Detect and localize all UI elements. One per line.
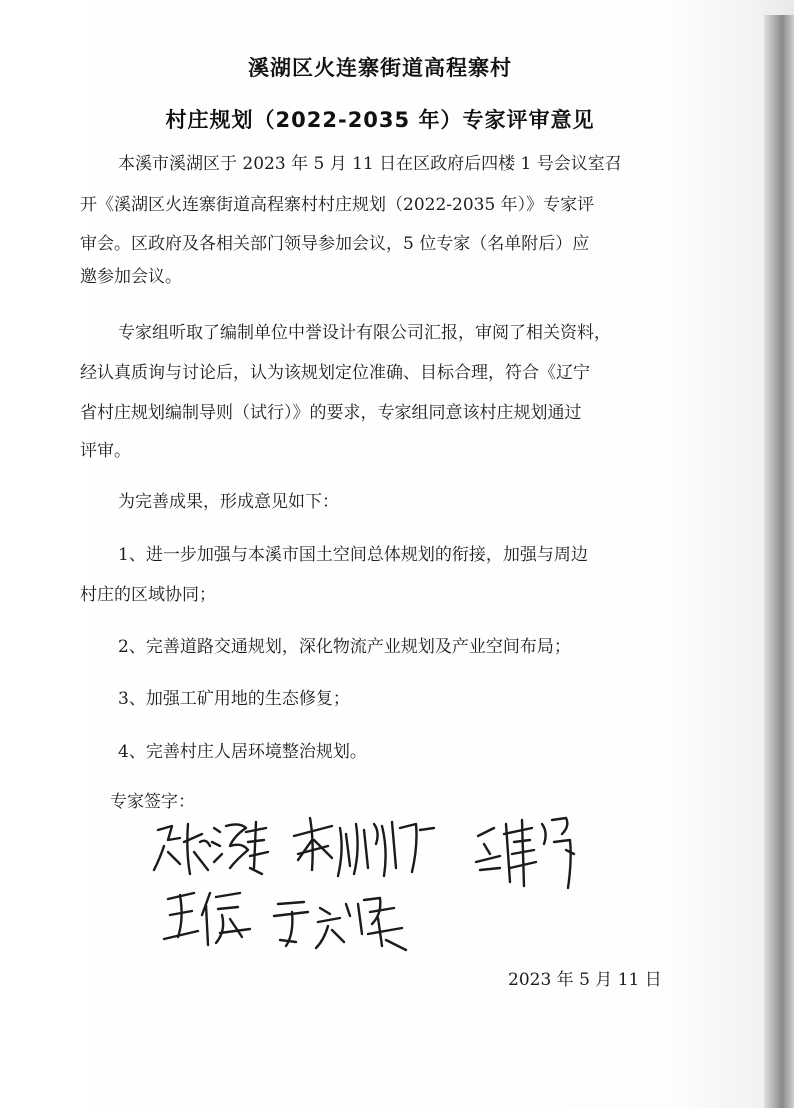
para2-line-1: 专家组听取了编制单位中誉设计有限公司汇报，审阅了相关资料， <box>118 323 611 343</box>
item-1-line-1: 1、进一步加强与本溪市国土空间总体规划的衔接，加强与周边 <box>118 545 588 565</box>
page-edge-shadow <box>764 15 794 1108</box>
document-date: 2023 年 5 月 11 日 <box>508 970 662 990</box>
signature-li <box>288 810 438 885</box>
para2-line-3: 省村庄规划编制导则（试行）》的要求，专家组同意该村庄规划通过 <box>80 403 582 423</box>
signature-label: 专家签字： <box>110 792 195 812</box>
item-2: 2、完善道路交通规划，深化物流产业规划及产业空间布局； <box>118 637 571 657</box>
signature-zhang <box>150 812 270 882</box>
signature-wang <box>160 885 260 955</box>
para1-line-3: 审会。区政府及各相关部门领导参加会议，5 位专家（名单附后）应 <box>80 234 590 254</box>
title-line-2: 村庄规划（2022-2035 年）专家评审意见 <box>165 108 595 132</box>
opinions-intro: 为完善成果，形成意见如下： <box>118 492 339 512</box>
title-line-1: 溪湖区火连寨街道高程寨村 <box>248 56 512 80</box>
para1-line-2: 开《溪湖区火连寨街道高程寨村村庄规划（2022-2035 年）》专家评 <box>80 195 595 215</box>
item-1-line-2: 村庄的区域协同； <box>80 585 216 605</box>
para2-line-4: 评审。 <box>80 441 131 461</box>
para1-line-4: 邀参加会议。 <box>80 267 182 287</box>
para1-line-1: 本溪市溪湖区于 2023 年 5 月 11 日在区政府后四楼 1 号会议室召 <box>118 154 622 174</box>
para2-line-2: 经认真质询与讨论后，认为该规划定位准确、目标合理，符合《辽宁 <box>80 363 590 383</box>
signature-meng <box>470 810 580 895</box>
item-3: 3、加强工矿用地的生态修复； <box>118 689 350 709</box>
item-4: 4、完善村庄人居环境整治规划。 <box>118 742 367 762</box>
signature-yu <box>270 890 410 960</box>
